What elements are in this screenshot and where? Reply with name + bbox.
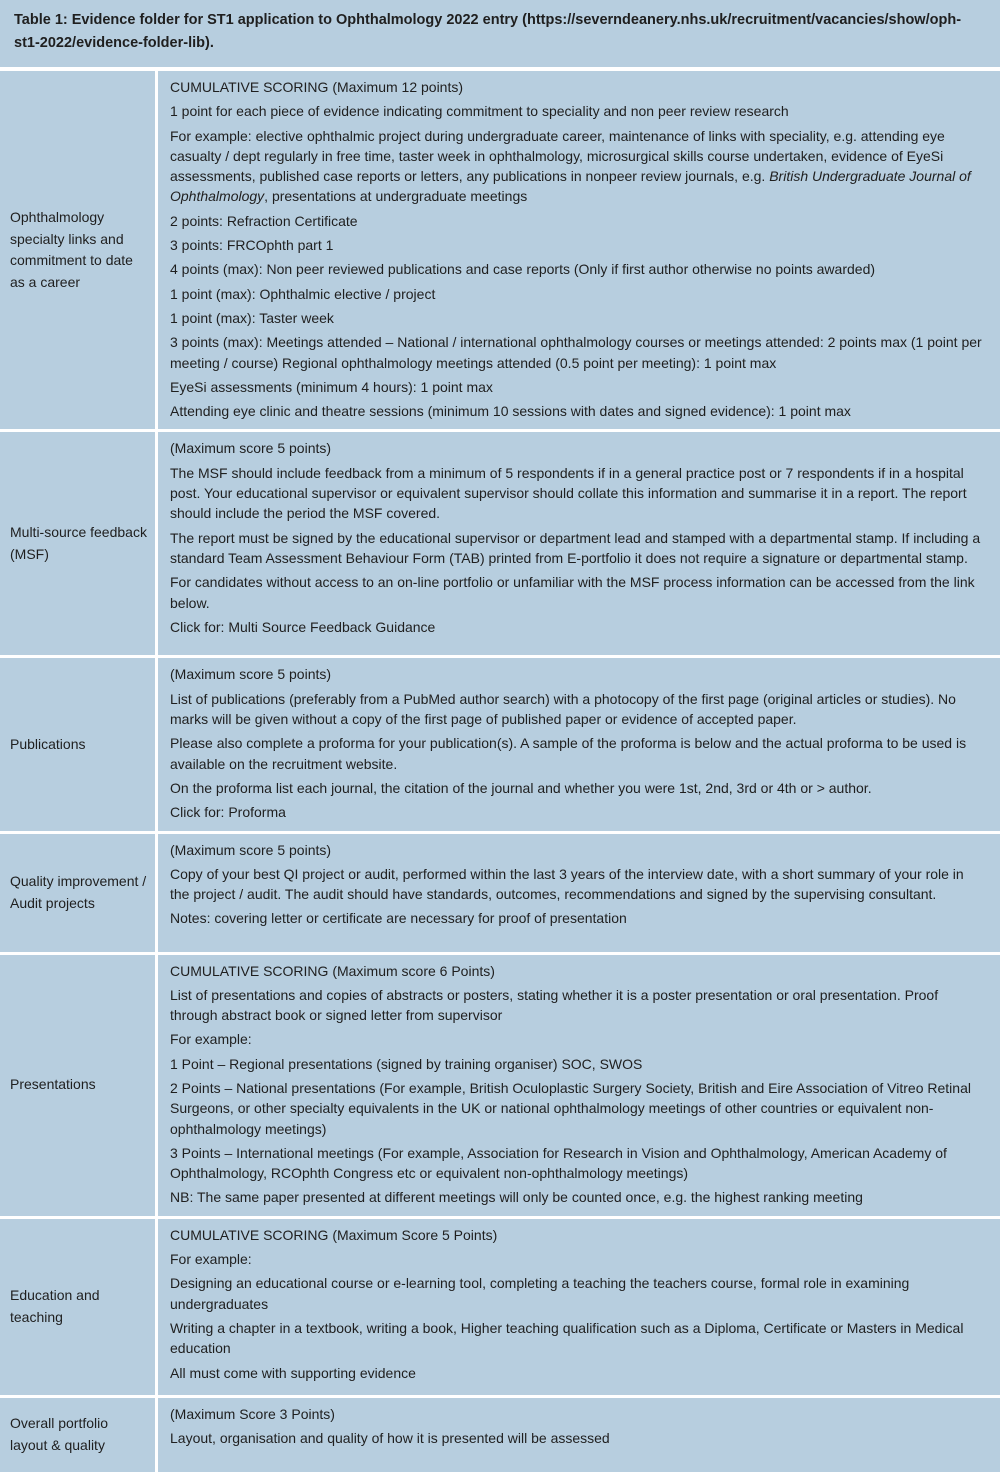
row-paragraph: [170, 1187, 986, 1207]
table-row: [0, 1219, 1000, 1395]
text-segment: For candidates without access to an on-line portfolio or unfamiliar with the MSF process information can be accessed from the link below.: [170, 574, 975, 611]
row-paragraph: [170, 235, 986, 255]
text-segment: Layout, organisation and quality of how it is presented will be assessed: [170, 1430, 610, 1447]
text-segment: On the proforma list each journal, the citation of the journal and whether you were 1st, 2nd, 3rd or 4th or > author.: [170, 779, 872, 796]
row-header-cell: [0, 834, 155, 952]
text-segment: CUMULATIVE SCORING (Maximum score 6 Points): [170, 962, 495, 979]
text-segment: 1 point (max): Taster week: [170, 309, 334, 326]
row-paragraph: [170, 1428, 986, 1448]
row-paragraph: [170, 1054, 986, 1074]
table-row: [0, 1398, 1000, 1472]
row-paragraph: [170, 211, 986, 231]
text-segment: The MSF should include feedback from a minimum of 5 respondents if in a general practice post or 7 respondents if in a hospital post. Your educational supervisor or equivalent supervisor should collate this information and summarise it in a report. The report should include the period the MSF covered.: [170, 464, 967, 522]
row-label: Presentations: [10, 1076, 96, 1093]
row-label: Education and teaching: [10, 1287, 100, 1325]
row-paragraph: [170, 463, 986, 524]
row-content-cell: [158, 1219, 1000, 1395]
text-segment: 1 Point – Regional presentations (signed by training organiser) SOC, SWOS: [170, 1055, 643, 1072]
table-caption: Table 1: Evidence folder for ST1 application to Ophthalmology 2022 entry (https://severndeanery.nhs.uk/recruitment/vacancies/show/oph-st1-2022/evidence-folder-lib).: [0, 0, 1000, 67]
row-content-cell: [158, 432, 1000, 655]
text-segment: (Maximum Score 3 Points): [170, 1405, 335, 1422]
row-paragraph: [170, 1029, 986, 1049]
text-segment: NB: The same paper presented at different meetings will only be counted once, e.g. the highest ranking meeting: [170, 1189, 863, 1206]
row-label: Ophthalmology specialty links and commitment to date as a career: [10, 208, 133, 290]
row-paragraph: [170, 1143, 986, 1184]
text-segment: 2 points: Refraction Certificate: [170, 212, 358, 229]
row-content-cell: [158, 1398, 1000, 1472]
text-segment: List of presentations and copies of abstracts or posters, stating whether it is a poster presentation or oral presentation. Proof through abstract book or signed letter from supervisor: [170, 986, 939, 1024]
row-header-cell: [0, 1219, 155, 1395]
text-segment: EyeSi assessments (minimum 4 hours): 1 point max: [170, 378, 493, 395]
row-paragraph: [170, 985, 986, 1026]
row-header-cell: [0, 1398, 155, 1472]
row-paragraph: [170, 1078, 986, 1139]
table-row: [0, 432, 1000, 655]
row-paragraph: [170, 1318, 986, 1359]
evidence-table: [0, 71, 1000, 1472]
row-paragraph: [170, 961, 986, 981]
row-paragraph: [170, 572, 986, 613]
row-paragraph: [170, 664, 986, 684]
row-paragraph: [170, 1249, 986, 1269]
link-multi-source-feedback-guidance[interactable]: [170, 617, 986, 637]
link-proforma[interactable]: [170, 802, 986, 822]
table-row: [0, 834, 1000, 952]
row-content-cell: [158, 658, 1000, 830]
text-segment: The report must be signed by the educational supervisor or department lead and stamped with a departmental stamp. If including a standard Team Assessment Behaviour Form (TAB) printed from E-portfolio it does not require a signature or departmental stamp.: [170, 529, 981, 566]
text-segment: For example: elective ophthalmic project during undergraduate career, maintenance of links with speciality, e.g. attending eye casualty / dept regularly in free time, taster week in ophthalmology, microsurgical skills course undertaken, evidence of EyeSi assessments, published case reports or letters, any publications in nonpeer review journals, e.g.: [170, 127, 945, 185]
text-segment: 3 points (max): Meetings attended – National / international ophthalmology courses or meetings attended: 2 points max (1 point per meeting / course) Regional ophthalmology meetings attended (0.5 point per meeting): 1 point max: [170, 334, 982, 371]
text-segment: Copy of your best QI project or audit, performed within the last 3 years of the interview date, with a short summary of your role in the project / audit. The audit should have standards, outcomes, recommendations and signed by the supervising consultant.: [170, 865, 964, 903]
text-segment: Please also complete a proforma for your publication(s). A sample of the proforma is below and the actual proforma to be used is available on the recruitment website.: [170, 735, 967, 772]
row-paragraph: [170, 1273, 986, 1314]
text-segment: 1 point (max): Ophthalmic elective / project: [170, 285, 436, 302]
row-content-cell: [158, 955, 1000, 1216]
text-segment: 2 Points – National presentations (For example, British Oculoplastic Surgery Society, British and Eire Association of Vitreo Retinal Surgeons, or other specialty equivalents in the UK or national ophthalmology meetings of other countries or equivalent non-ophthalmology meetings): [170, 1079, 971, 1137]
row-paragraph: [170, 864, 986, 905]
row-paragraph: [170, 126, 986, 207]
text-segment: List of publications (preferably from a PubMed author search) with a photocopy of the first page (original articles or studies). No marks will be given without a copy of the first page of published paper or evidence of accepted paper.: [170, 690, 956, 728]
text-segment: , presentations at undergraduate meetings: [264, 188, 528, 205]
table-row: [0, 955, 1000, 1216]
row-paragraph: [170, 840, 986, 860]
text-segment: All must come with supporting evidence: [170, 1364, 416, 1381]
row-content-cell: [158, 71, 1000, 429]
row-paragraph: [170, 284, 986, 304]
row-paragraph: [170, 1225, 986, 1245]
text-segment: 3 points: FRCOphth part 1: [170, 237, 334, 254]
row-label: Overall portfolio layout & quality: [10, 1415, 109, 1453]
table-row: [0, 71, 1000, 429]
row-header-cell: [0, 658, 155, 830]
row-paragraph: [170, 1404, 986, 1424]
row-paragraph: [170, 332, 986, 373]
table-row: [0, 658, 1000, 830]
text-segment: Attending eye clinic and theatre sessions (minimum 10 sessions with dates and signed evidence): 1 point max: [170, 403, 851, 420]
text-segment: CUMULATIVE SCORING (Maximum Score 5 Points): [170, 1226, 498, 1243]
row-paragraph: [170, 528, 986, 569]
row-paragraph: [170, 77, 986, 97]
row-paragraph: [170, 401, 986, 421]
text-segment: Writing a chapter in a textbook, writing a book, Higher teaching qualification such as a Diploma, Certificate or Masters in Medical education: [170, 1319, 964, 1357]
text-segment: For example:: [170, 1251, 252, 1268]
row-label: Publications: [10, 735, 86, 752]
text-segment: 4 points (max): Non peer reviewed publications and case reports (Only if first author otherwise no points awarded): [170, 261, 876, 278]
row-paragraph: [170, 1363, 986, 1383]
row-header-cell: [0, 955, 155, 1216]
row-paragraph: [170, 101, 986, 121]
row-label: Multi-source feedback (MSF): [10, 524, 147, 562]
row-paragraph: [170, 778, 986, 798]
text-segment: 3 Points – International meetings (For example, Association for Research in Vision and Ophthalmology, American Academy of Ophthalmology, RCOphth Congress etc or equivalent non-ophthalmology meetings): [170, 1144, 947, 1182]
text-segment: CUMULATIVE SCORING (Maximum 12 points): [170, 78, 464, 95]
row-header-cell: [0, 71, 155, 429]
text-segment: Click for: Multi Source Feedback Guidance: [170, 618, 436, 635]
row-header-cell: [0, 432, 155, 655]
row-paragraph: [170, 308, 986, 328]
text-segment: (Maximum score 5 points): [170, 841, 332, 858]
row-label: Quality improvement / Audit projects: [10, 872, 147, 911]
row-paragraph: [170, 908, 986, 928]
text-segment: Click for: Proforma: [170, 804, 286, 821]
text-segment: Notes: covering letter or certificate are necessary for proof of presentation: [170, 910, 627, 927]
row-content-cell: [158, 834, 1000, 952]
row-paragraph: [170, 689, 986, 730]
text-segment: (Maximum score 5 points): [170, 666, 332, 683]
text-segment: Designing an educational course or e-learning tool, completing a teaching the teachers course, formal role in examining undergraduates: [170, 1275, 910, 1312]
text-segment: 1 point for each piece of evidence indicating commitment to speciality and non peer review research: [170, 103, 789, 120]
row-paragraph: [170, 377, 986, 397]
row-paragraph: [170, 438, 986, 458]
text-segment: (Maximum score 5 points): [170, 440, 332, 457]
text-segment: For example:: [170, 1031, 252, 1048]
row-paragraph: [170, 259, 986, 279]
row-paragraph: [170, 733, 986, 774]
italic-text-segment: British Undergraduate Journal of Ophthalmology: [170, 168, 971, 205]
